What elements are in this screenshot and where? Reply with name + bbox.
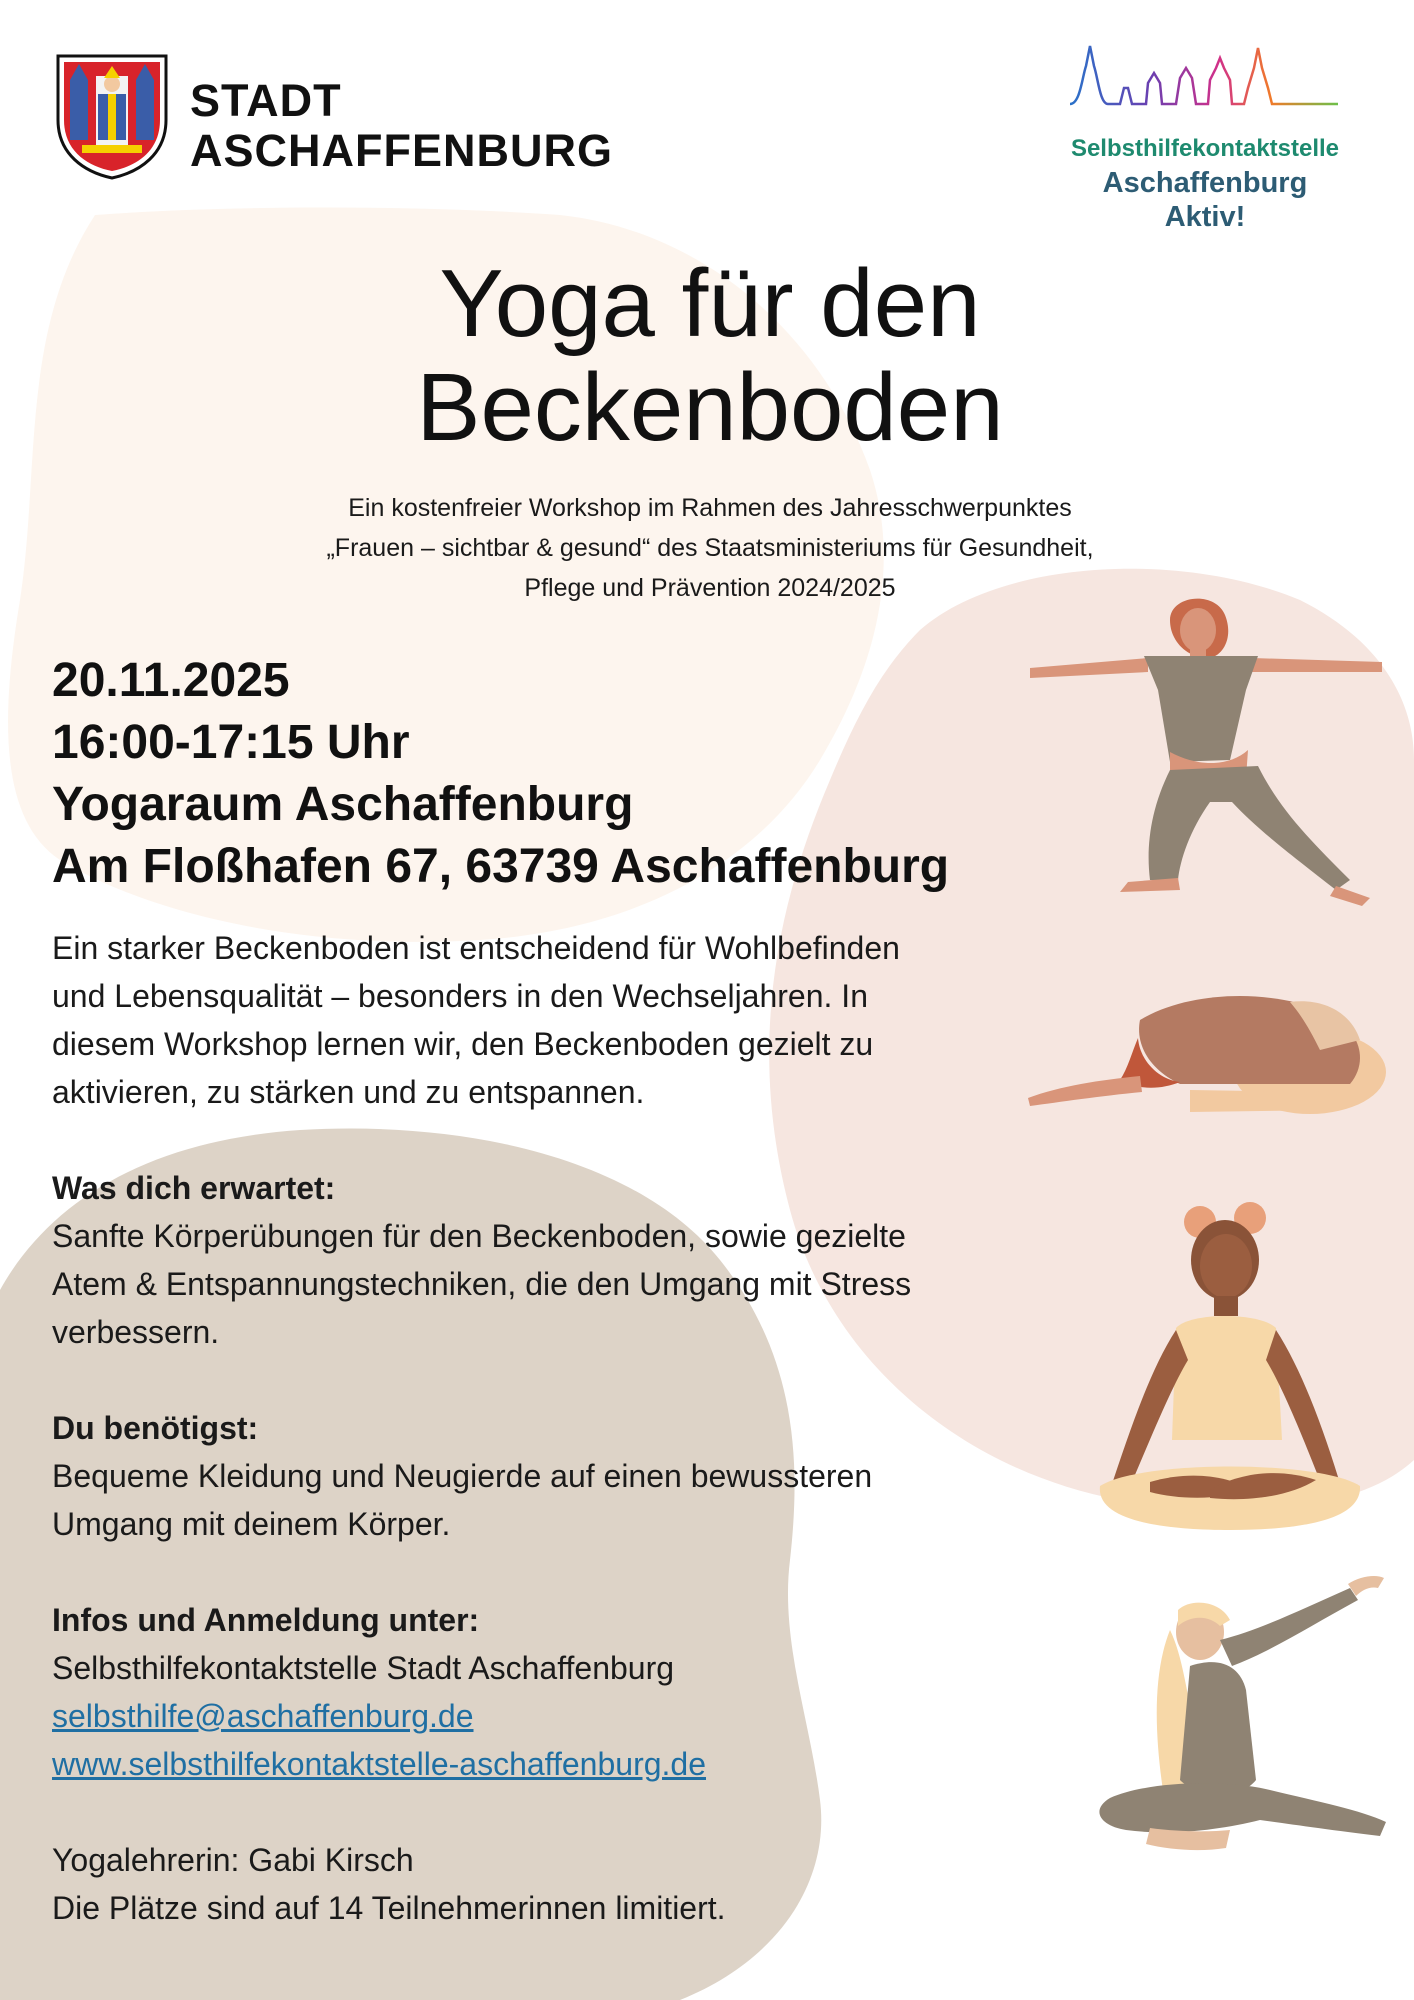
intro-line2: und Lebensqualität – besonders in den Wechseljahren. In	[52, 978, 868, 1014]
event-date: 20.11.2025	[52, 654, 290, 707]
needs-heading: Du benötigst:	[52, 1410, 259, 1446]
expect-line3: verbessern.	[52, 1314, 220, 1350]
event-address: Am Floßhafen 67, 63739 Aschaffenburg	[52, 840, 950, 893]
needs-line1: Bequeme Kleidung und Neugierde auf einen bewussteren	[52, 1458, 873, 1494]
event-time: 16:00-17:15 Uhr	[52, 716, 410, 769]
page-title	[300, 252, 1120, 460]
yoga-warrior-pose-icon	[1020, 590, 1400, 910]
intro-line4: aktivieren, zu stärken und zu entspannen.	[52, 1074, 645, 1110]
intro-line3: diesem Workshop lernen wir, den Beckenboden gezielt zu	[52, 1026, 874, 1062]
yoga-pigeon-pose-icon	[1070, 1570, 1390, 1880]
skyline-logo-icon	[1068, 28, 1340, 108]
contact-heading: Infos und Anmeldung unter:	[52, 1602, 480, 1638]
expect-heading: Was dich erwartet:	[52, 1170, 336, 1206]
intro-line1: Ein starker Beckenboden ist entscheidend für Wohlbefinden	[52, 930, 900, 966]
needs-line2: Umgang mit deinem Körper.	[52, 1506, 451, 1542]
subtitle-line1: Ein kostenfreier Workshop im Rahmen des Jahresschwerpunktes	[348, 494, 1072, 522]
yoga-child-pose-icon	[1020, 980, 1400, 1120]
org-name	[1060, 132, 1350, 234]
subtitle-line2: „Frauen – sichtbar & gesund“ des Staatsministeriums für Gesundheit,	[326, 534, 1094, 562]
expect-line2: Atem & Entspannungstechniken, die den Umgang mit Stress	[52, 1266, 912, 1302]
email-link[interactable]: selbsthilfe@aschaffenburg.de	[52, 1698, 474, 1734]
event-details	[52, 650, 949, 898]
city-coat-of-arms-icon	[52, 50, 172, 180]
contact-org: Selbsthilfekontaktstelle Stadt Aschaffenburg	[52, 1650, 675, 1686]
org-name-line2: Aschaffenburg Aktiv!	[1102, 167, 1308, 233]
website-link[interactable]: www.selbsthilfekontaktstelle-aschaffenburg.de	[52, 1746, 706, 1782]
body-text	[52, 924, 1012, 1932]
city-name-line1: STADT	[190, 75, 342, 126]
city-name-line2: ASCHAFFENBURG	[190, 125, 613, 176]
event-venue: Yogaraum Aschaffenburg	[52, 778, 634, 831]
teacher-name: Yogalehrerin: Gabi Kirsch	[52, 1842, 414, 1878]
participant-limit: Die Plätze sind auf 14 Teilnehmerinnen limitiert.	[52, 1890, 726, 1926]
title-line1: Yoga für den	[439, 250, 981, 357]
title-line2: Beckenboden	[416, 354, 1004, 461]
subtitle-line3: Pflege und Prävention 2024/2025	[524, 574, 896, 602]
expect-line1: Sanfte Körperübungen für den Beckenboden, sowie gezielte	[52, 1218, 906, 1254]
city-name	[190, 76, 613, 176]
yoga-lotus-pose-icon	[1080, 1200, 1380, 1530]
org-name-line1: Selbsthilfekontaktstelle	[1070, 135, 1340, 162]
